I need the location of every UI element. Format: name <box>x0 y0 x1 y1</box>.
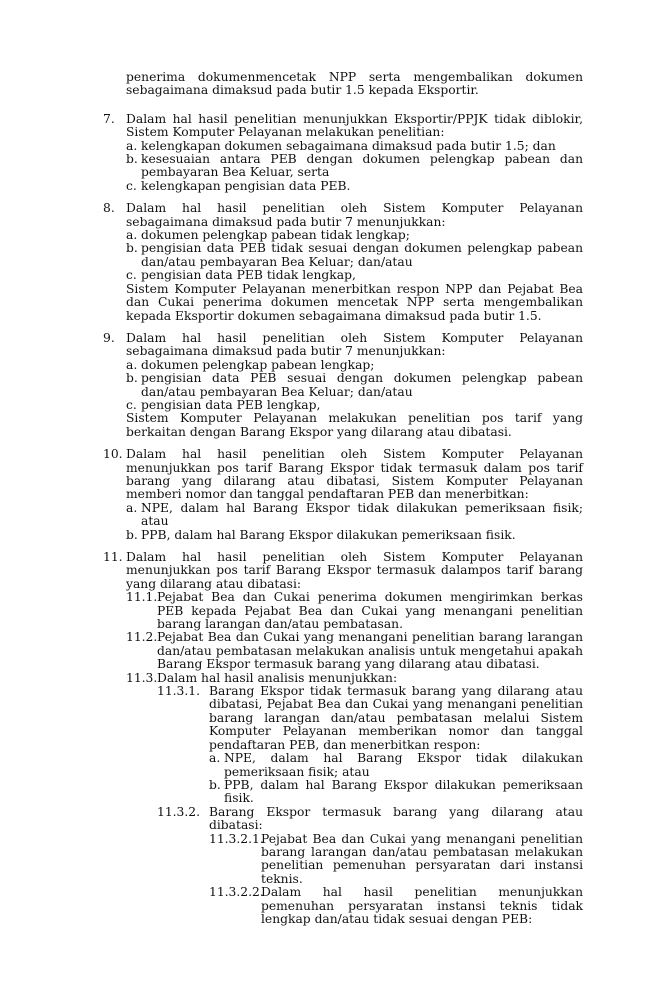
sub-letter: a. <box>126 500 138 515</box>
item-text: Dalam hal hasil penelitian oleh Sistem Komputer Pelayanan menunjukkan pos tarif Barang Ekspor termasuk dalampos tarif barang yang dilarang atau dibatasi: <box>126 550 583 591</box>
sub-item-text: Pejabat Bea dan Cukai yang menangani penelitian barang larangan dan/atau pembatasan melakukan analisis untuk mengetahui apakah Barang Ekspor termasuk barang yang dilarang atau dibatasi. <box>157 630 583 672</box>
sub-item-c <box>126 269 583 282</box>
sub-item-number: 11.3.2. <box>157 804 201 819</box>
sub-text: pengisian data PEB tidak sesuai dengan dokumen pelengkap pabean dan/atau pembayaran Bea Keluar; dan/atau <box>141 241 583 269</box>
sub-text: pengisian data PEB lengkap, <box>141 397 321 412</box>
sub-text: pengisian data PEB tidak lengkap, <box>141 268 356 283</box>
sub-text: dokumen pelengkap pabean tidak lengkap; <box>141 228 410 243</box>
list-item-9 <box>103 332 583 439</box>
item-closing-text: Sistem Komputer Pelayanan menerbitkan respon NPP dan Pejabat Bea dan Cukai penerima dokumen mencetak NPP serta mengembalikan kepada Eksportir dokumen sebagaimana dimaksud pada butir 1.5. <box>126 281 583 323</box>
sub-item-a <box>126 229 583 242</box>
sub-letter: a. <box>126 357 138 372</box>
sub-item-11-3-2-group <box>157 833 583 927</box>
sub-letter: b. <box>209 777 221 792</box>
sub-item-11-3 <box>126 672 583 685</box>
sub-text: pengisian data PEB sesuai dengan dokumen pelengkap pabean dan/atau pembayaran Bea Keluar; dan/atau <box>141 371 583 399</box>
sub-item-b <box>209 779 583 806</box>
sub-item-text: Dalam hal hasil analisis menunjukkan: <box>157 670 398 685</box>
item-text: Dalam hal hasil penelitian menunjukkan Eksportir/PPJK tidak diblokir, Sistem Komputer Pelayanan melakukan penelitian: <box>126 111 583 140</box>
sub-text: dokumen pelengkap pabean lengkap; <box>141 357 375 372</box>
sub-item-number: 11.3.2.2. <box>209 885 264 900</box>
item-number: 10. <box>103 447 123 462</box>
sub-item-number: 11.3.1. <box>157 684 201 699</box>
sub-letter: c. <box>126 268 137 283</box>
sub-text: PPB, dalam hal Barang Ekspor dilakukan pemeriksaan fisik. <box>141 527 516 542</box>
sub-letter: c. <box>126 178 137 193</box>
item-text: Dalam hal hasil penelitian oleh Sistem Komputer Pelayanan sebagaimana dimaksud pada butir 7 menunjukkan: <box>126 201 583 229</box>
sub-item-11-3-2 <box>157 806 583 833</box>
sub-letter: a. <box>209 751 221 766</box>
list-item-7 <box>103 113 583 193</box>
sub-text: kelengkapan pengisian data PEB. <box>141 178 351 193</box>
sub-text: kesesuaian antara PEB dengan dokumen pelengkap pabean dan pembayaran Bea Keluar, serta <box>141 152 583 180</box>
sub-item-text: Dalam hal hasil penelitian menunjukkan pemenuhan persyaratan instansi teknis tidak lengkap dan/atau tidak sesuai dengan PEB: <box>261 885 583 926</box>
sub-item-text: Pejabat Bea dan Cukai penerima dokumen mengirimkan berkas PEB kepada Pejabat Bea dan Cukai yang menangani penelitian barang larangan dan/atau pembatasan. <box>157 590 583 632</box>
sub-item-c <box>126 180 583 193</box>
sub-item-b <box>126 529 583 542</box>
item-number: 11. <box>103 550 123 564</box>
sub-letter: b. <box>126 371 138 386</box>
item-number: 9. <box>103 330 115 345</box>
list-item-10 <box>103 448 583 542</box>
sub-item-number: 11.2. <box>126 630 158 645</box>
sub-letter: b. <box>126 527 138 542</box>
sub-item-11-1 <box>126 591 583 631</box>
item-closing-text: Sistem Komputer Pelayanan melakukan penelitian pos tarif yang berkaitan dengan Barang Ekspor yang dilarang atau dibatasi. <box>126 411 583 439</box>
sub-item-11-3-2-1 <box>209 833 583 887</box>
sub-text: PPB, dalam hal Barang Ekspor dilakukan pemeriksaan fisik. <box>224 777 583 806</box>
sub-letter: b. <box>126 152 138 167</box>
sub-text: NPE, dalam hal Barang Ekspor tidak dilakukan pemeriksaan fisik; atau <box>224 751 583 779</box>
sub-letter: b. <box>126 241 138 256</box>
sub-text: kelengkapan dokumen sebagaimana dimaksud pada butir 1.5; dan <box>141 138 556 153</box>
sub-item-text: Pejabat Bea dan Cukai yang menangani penelitian barang larangan dan/atau pembatasan melakukan penelitian pemenuhan persyaratan dari instansi teknis. <box>261 831 583 886</box>
sub-item-c <box>126 399 583 412</box>
sub-item-text: Barang Ekspor termasuk barang yang dilarang atau dibatasi: <box>209 804 583 833</box>
sub-item-a <box>126 502 583 529</box>
sub-letter: a. <box>126 228 138 243</box>
sub-item-number: 11.3.2.1. <box>209 831 264 846</box>
sub-item-a <box>126 359 583 372</box>
sub-item-b <box>126 242 583 269</box>
sub-item-number: 11.1. <box>126 590 158 605</box>
intro-paragraph: penerima dokumenmencetak NPP serta mengembalikan dokumen sebagaimana dimaksud pada butir 1.5 kepada Eksportir. <box>126 70 583 98</box>
item-text: Dalam hal hasil penelitian oleh Sistem Komputer Pelayanan menunjukkan pos tarif Barang Ekspor tidak termasuk dalam pos tarif barang yang dilarang atau dibatasi, Sistem Komputer Pelayanan memberi nomor dan tanggal pendaftaran PEB dan menerbitkan: <box>126 447 583 502</box>
sub-item-text: Barang Ekspor tidak termasuk barang yang dilarang atau dibatasi, Pejabat Bea dan Cukai yang menangani penelitian barang larangan dan/atau pembatasan melalui Sistem Komputer Pelayanan memberikan nomor dan tanggal pendaftaran PEB, dan menerbitkan respon: <box>209 684 583 752</box>
list-item-11 <box>103 551 583 926</box>
document-page <box>103 71 583 926</box>
list-item-8 <box>103 202 583 323</box>
sub-item-number: 11.3. <box>126 670 158 685</box>
sub-text: NPE, dalam hal Barang Ekspor tidak dilakukan pemeriksaan fisik; atau <box>141 500 583 529</box>
sub-item-11-2 <box>126 631 583 671</box>
sub-item-b <box>126 153 583 180</box>
sub-letter: c. <box>126 397 137 412</box>
sub-item-b <box>126 372 583 399</box>
item-number: 8. <box>103 201 115 216</box>
sub-item-a <box>126 140 583 153</box>
item-number: 7. <box>103 111 115 126</box>
sub-item-11-3-2-2 <box>209 886 583 926</box>
sub-letter: a. <box>126 138 138 153</box>
sub-item-11-3-1 <box>157 685 583 806</box>
sub-item-a <box>209 752 583 779</box>
item-text: Dalam hal hasil penelitian oleh Sistem Komputer Pelayanan sebagaimana dimaksud pada butir 7 menunjukkan: <box>126 330 583 359</box>
